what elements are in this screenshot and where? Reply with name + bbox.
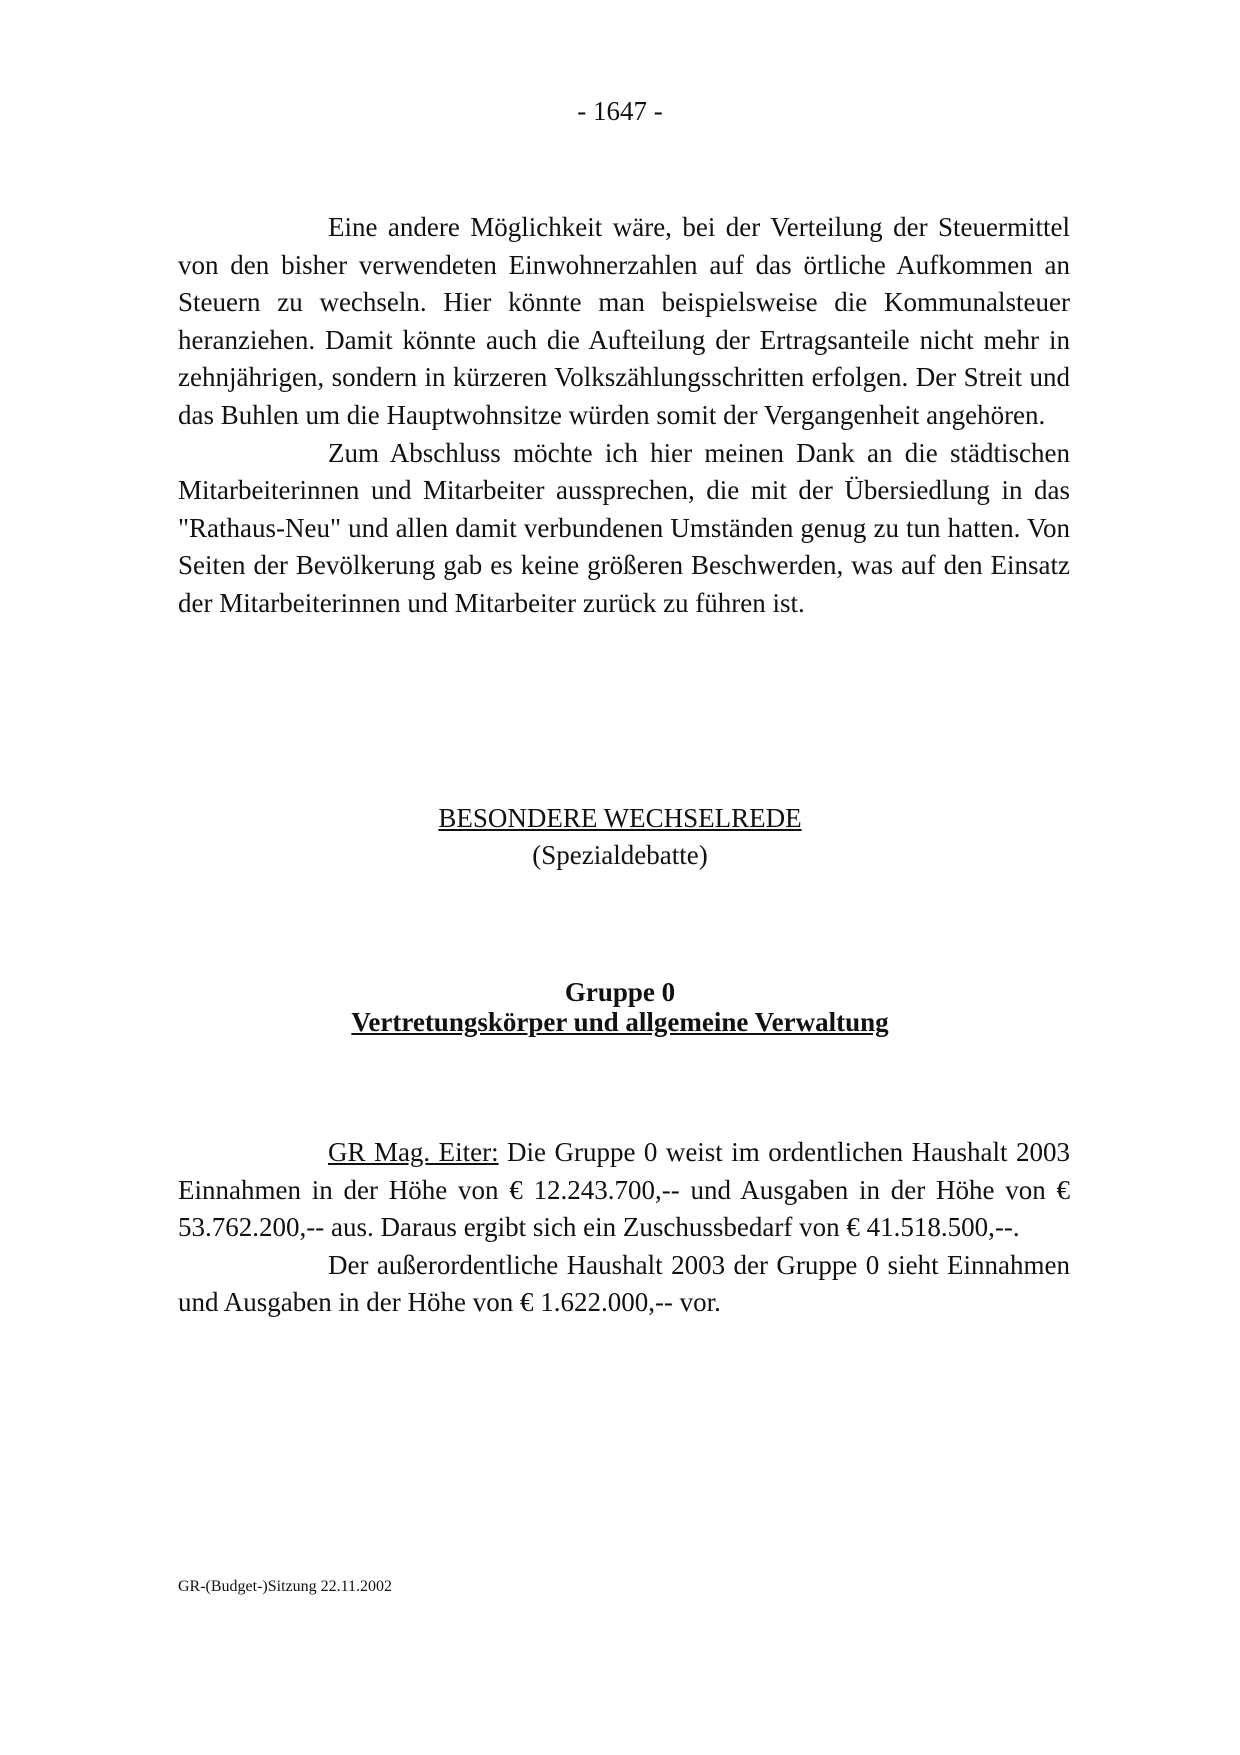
section-title: BESONDERE WECHSELREDE: [438, 803, 802, 833]
footer-session: GR-(Budget-)Sitzung 22.11.2002: [178, 1578, 393, 1595]
group-title: Gruppe 0: [564, 977, 676, 1007]
page-number: - 1647 -: [577, 96, 663, 126]
section-heading: [0, 800, 1240, 874]
paragraph-thanks: Zum Abschluss möchte ich hier meinen Dank an die städtischen Mitarbeiterinnen und Mitarbeiter aussprechen, die mit der Übersiedlung in das "Rathaus-Neu" und allen damit verbundenen Umständen genug zu tun hatten. Von Seiten der Bevölkerung gab es keine größeren Beschwerden, was auf den Einsatz der Mitarbeiterinnen und Mitarbeiter zurück zu führen ist.: [178, 437, 1070, 618]
ordinary-budget-statement: Die Gruppe 0 weist im ordentlichen Haushalt 2003 Einnahmen in der Höhe von € 12.243.700,-- und Ausgaben in der Höhe von € 53.762.200,-- aus. Daraus ergibt sich ein Zuschussbedarf von € 41.518.500,--.: [178, 1137, 1070, 1243]
group-heading: [0, 977, 1240, 1037]
paragraph-ordinary-budget: [178, 1134, 1070, 1247]
speaker-name: GR Mag. Eiter:: [328, 1137, 499, 1167]
intro-text: [178, 209, 1070, 623]
budget-text: [178, 1134, 1070, 1322]
group-subtitle: Vertretungskörper und allgemeine Verwaltung: [351, 1007, 889, 1037]
paragraph-tax-distribution: Eine andere Möglichkeit wäre, bei der Verteilung der Steuermittel von den bisher verwendeten Einwohnerzahlen auf das örtliche Aufkommen an Steuern zu wechseln. Hier könnte man beispielsweise die Kommunalsteuer heranziehen. Damit könnte auch die Aufteilung der Ertragsanteile nicht mehr in zehnjährigen, sondern in kürzeren Volkszählungsschritten erfolgen. Der Streit und das Buhlen um die Hauptwohnsitze würden somit der Vergangenheit angehören.: [178, 212, 1070, 430]
paragraph-extraordinary-budget: Der außerordentliche Haushalt 2003 der Gruppe 0 sieht Einnahmen und Ausgaben in der Höhe von € 1.622.000,-- vor.: [178, 1249, 1070, 1318]
section-subtitle: (Spezialdebatte): [532, 840, 708, 870]
